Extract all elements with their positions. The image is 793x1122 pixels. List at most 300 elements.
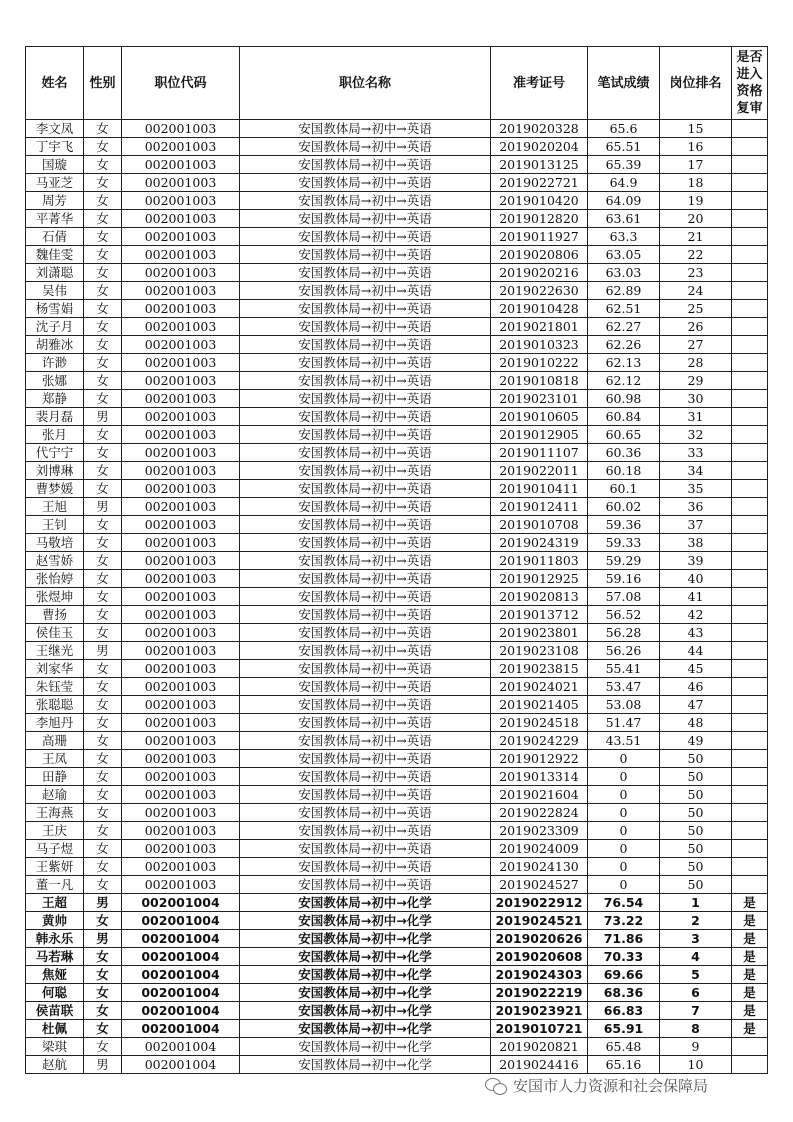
- cell-score: 59.33: [588, 534, 660, 552]
- cell-position-code: 002001003: [122, 480, 240, 498]
- header-name: 姓名: [26, 47, 84, 120]
- cell-position-title: 安国教体局→初中→化学: [240, 966, 491, 984]
- cell-rank: 5: [660, 966, 732, 984]
- cell-score: 65.16: [588, 1056, 660, 1074]
- table-row: [26, 246, 768, 264]
- cell-review: [732, 156, 768, 174]
- cell-score: 65.39: [588, 156, 660, 174]
- cell-review: [732, 318, 768, 336]
- cell-rank: 3: [660, 930, 732, 948]
- table-row: [26, 570, 768, 588]
- cell-score: 53.47: [588, 678, 660, 696]
- cell-position-title: 安国教体局→初中→英语: [240, 678, 491, 696]
- cell-position-title: 安国教体局→初中→化学: [240, 1038, 491, 1056]
- cell-position-code: 002001003: [122, 624, 240, 642]
- cell-exam-id: 2019021801: [491, 318, 588, 336]
- cell-position-title: 安国教体局→初中→英语: [240, 516, 491, 534]
- cell-score: 0: [588, 822, 660, 840]
- table-row: [26, 264, 768, 282]
- cell-review: [732, 750, 768, 768]
- cell-gender: 女: [84, 174, 122, 192]
- cell-exam-id: 2019020806: [491, 246, 588, 264]
- cell-gender: 女: [84, 804, 122, 822]
- cell-exam-id: 2019010818: [491, 372, 588, 390]
- cell-score: 76.54: [588, 894, 660, 912]
- cell-position-code: 002001003: [122, 264, 240, 282]
- cell-score: 62.26: [588, 336, 660, 354]
- cell-name: 黄帅: [26, 912, 84, 930]
- cell-review: [732, 390, 768, 408]
- cell-score: 70.33: [588, 948, 660, 966]
- cell-review: [732, 372, 768, 390]
- cell-position-title: 安国教体局→初中→化学: [240, 948, 491, 966]
- cell-position-code: 002001003: [122, 768, 240, 786]
- cell-exam-id: 2019024416: [491, 1056, 588, 1074]
- cell-position-code: 002001003: [122, 462, 240, 480]
- table-row: [26, 138, 768, 156]
- cell-exam-id: 2019023108: [491, 642, 588, 660]
- cell-score: 71.86: [588, 930, 660, 948]
- cell-position-title: 安国教体局→初中→英语: [240, 174, 491, 192]
- cell-gender: 女: [84, 336, 122, 354]
- cell-review: [732, 624, 768, 642]
- header-score: 笔试成绩: [588, 47, 660, 120]
- cell-rank: 7: [660, 1002, 732, 1020]
- header-position-title: 职位名称: [240, 47, 491, 120]
- cell-review: [732, 606, 768, 624]
- cell-position-title: 安国教体局→初中→英语: [240, 210, 491, 228]
- table-row: [26, 642, 768, 660]
- cell-exam-id: 2019011803: [491, 552, 588, 570]
- table-row: [26, 480, 768, 498]
- cell-gender: 男: [84, 930, 122, 948]
- cell-position-title: 安国教体局→初中→英语: [240, 480, 491, 498]
- cell-rank: 22: [660, 246, 732, 264]
- cell-score: 56.28: [588, 624, 660, 642]
- cell-score: 60.84: [588, 408, 660, 426]
- cell-score: 51.47: [588, 714, 660, 732]
- cell-rank: 34: [660, 462, 732, 480]
- cell-position-code: 002001003: [122, 390, 240, 408]
- cell-position-code: 002001004: [122, 912, 240, 930]
- cell-score: 73.22: [588, 912, 660, 930]
- cell-score: 0: [588, 858, 660, 876]
- table-row: [26, 714, 768, 732]
- cell-rank: 45: [660, 660, 732, 678]
- cell-gender: 女: [84, 246, 122, 264]
- cell-rank: 50: [660, 858, 732, 876]
- cell-review: [732, 246, 768, 264]
- cell-exam-id: 2019022912: [491, 894, 588, 912]
- table-row: [26, 318, 768, 336]
- cell-position-code: 002001003: [122, 552, 240, 570]
- cell-position-title: 安国教体局→初中→化学: [240, 1002, 491, 1020]
- cell-position-code: 002001004: [122, 1056, 240, 1074]
- cell-rank: 17: [660, 156, 732, 174]
- cell-rank: 50: [660, 822, 732, 840]
- wechat-icon: [485, 1078, 507, 1094]
- cell-rank: 48: [660, 714, 732, 732]
- cell-name: 曹梦媛: [26, 480, 84, 498]
- cell-name: 刘博琳: [26, 462, 84, 480]
- cell-rank: 2: [660, 912, 732, 930]
- cell-position-code: 002001003: [122, 210, 240, 228]
- cell-exam-id: 2019020328: [491, 120, 588, 138]
- cell-position-code: 002001003: [122, 750, 240, 768]
- cell-rank: 8: [660, 1020, 732, 1038]
- table-row: [26, 696, 768, 714]
- cell-name: 胡雅冰: [26, 336, 84, 354]
- cell-review: [732, 534, 768, 552]
- table-row: [26, 1020, 768, 1038]
- cell-name: 朱钰莹: [26, 678, 84, 696]
- table-body: [26, 120, 768, 1074]
- cell-name: 马子煜: [26, 840, 84, 858]
- cell-score: 0: [588, 804, 660, 822]
- cell-position-title: 安国教体局→初中→英语: [240, 876, 491, 894]
- cell-review: 是: [732, 912, 768, 930]
- cell-review: [732, 786, 768, 804]
- cell-review: [732, 210, 768, 228]
- cell-gender: 女: [84, 426, 122, 444]
- cell-score: 62.13: [588, 354, 660, 372]
- cell-exam-id: 2019022011: [491, 462, 588, 480]
- table-row: [26, 516, 768, 534]
- cell-gender: 女: [84, 984, 122, 1002]
- cell-exam-id: 2019022721: [491, 174, 588, 192]
- cell-position-title: 安国教体局→初中→英语: [240, 840, 491, 858]
- cell-gender: 女: [84, 120, 122, 138]
- cell-gender: 女: [84, 462, 122, 480]
- cell-name: 平菁华: [26, 210, 84, 228]
- cell-name: 杜佩: [26, 1020, 84, 1038]
- cell-exam-id: 2019024009: [491, 840, 588, 858]
- table-row: [26, 606, 768, 624]
- table-row: [26, 984, 768, 1002]
- cell-gender: 女: [84, 516, 122, 534]
- cell-review: [732, 408, 768, 426]
- cell-name: 焦娅: [26, 966, 84, 984]
- cell-score: 43.51: [588, 732, 660, 750]
- cell-exam-id: 2019013712: [491, 606, 588, 624]
- cell-score: 60.02: [588, 498, 660, 516]
- cell-rank: 33: [660, 444, 732, 462]
- cell-rank: 50: [660, 876, 732, 894]
- cell-name: 丁宇飞: [26, 138, 84, 156]
- cell-position-title: 安国教体局→初中→英语: [240, 408, 491, 426]
- cell-review: [732, 120, 768, 138]
- cell-name: 侯佳玉: [26, 624, 84, 642]
- cell-position-code: 002001004: [122, 966, 240, 984]
- cell-rank: 9: [660, 1038, 732, 1056]
- cell-score: 60.98: [588, 390, 660, 408]
- cell-rank: 42: [660, 606, 732, 624]
- cell-position-code: 002001003: [122, 786, 240, 804]
- table-row: [26, 462, 768, 480]
- cell-exam-id: 2019012820: [491, 210, 588, 228]
- cell-score: 65.48: [588, 1038, 660, 1056]
- cell-review: [732, 462, 768, 480]
- cell-exam-id: 2019020821: [491, 1038, 588, 1056]
- cell-position-title: 安国教体局→初中→英语: [240, 390, 491, 408]
- cell-exam-id: 2019024319: [491, 534, 588, 552]
- cell-name: 张娜: [26, 372, 84, 390]
- cell-gender: 女: [84, 300, 122, 318]
- cell-score: 59.29: [588, 552, 660, 570]
- cell-name: 曹扬: [26, 606, 84, 624]
- cell-name: 王凤: [26, 750, 84, 768]
- cell-position-title: 安国教体局→初中→英语: [240, 498, 491, 516]
- cell-name: 吴伟: [26, 282, 84, 300]
- cell-position-title: 安国教体局→初中→化学: [240, 894, 491, 912]
- table-row: [26, 678, 768, 696]
- cell-gender: 女: [84, 390, 122, 408]
- cell-exam-id: 2019023309: [491, 822, 588, 840]
- cell-position-title: 安国教体局→初中→英语: [240, 786, 491, 804]
- cell-position-code: 002001003: [122, 876, 240, 894]
- cell-rank: 10: [660, 1056, 732, 1074]
- cell-position-title: 安国教体局→初中→英语: [240, 606, 491, 624]
- cell-score: 53.08: [588, 696, 660, 714]
- cell-score: 65.91: [588, 1020, 660, 1038]
- cell-review: [732, 822, 768, 840]
- cell-rank: 50: [660, 804, 732, 822]
- table-row: [26, 300, 768, 318]
- cell-score: 63.3: [588, 228, 660, 246]
- cell-score: 63.05: [588, 246, 660, 264]
- cell-position-code: 002001003: [122, 588, 240, 606]
- cell-gender: 女: [84, 534, 122, 552]
- cell-gender: 女: [84, 480, 122, 498]
- table-row: [26, 948, 768, 966]
- cell-position-code: 002001004: [122, 1002, 240, 1020]
- table-row: [26, 588, 768, 606]
- cell-position-code: 002001003: [122, 138, 240, 156]
- cell-position-code: 002001003: [122, 318, 240, 336]
- table-row: [26, 1038, 768, 1056]
- cell-review: 是: [732, 1002, 768, 1020]
- cell-score: 60.65: [588, 426, 660, 444]
- cell-position-code: 002001003: [122, 372, 240, 390]
- cell-name: 韩永乐: [26, 930, 84, 948]
- header-position-code: 职位代码: [122, 47, 240, 120]
- cell-gender: 女: [84, 678, 122, 696]
- cell-position-title: 安国教体局→初中→英语: [240, 858, 491, 876]
- cell-review: [732, 138, 768, 156]
- cell-review: [732, 804, 768, 822]
- table-row: [26, 498, 768, 516]
- cell-score: 65.6: [588, 120, 660, 138]
- cell-position-title: 安国教体局→初中→化学: [240, 912, 491, 930]
- table-row: [26, 786, 768, 804]
- cell-position-title: 安国教体局→初中→英语: [240, 624, 491, 642]
- cell-position-code: 002001003: [122, 516, 240, 534]
- cell-exam-id: 2019023815: [491, 660, 588, 678]
- cell-position-title: 安国教体局→初中→英语: [240, 318, 491, 336]
- cell-review: [732, 1038, 768, 1056]
- cell-rank: 27: [660, 336, 732, 354]
- cell-exam-id: 2019024303: [491, 966, 588, 984]
- cell-review: 是: [732, 984, 768, 1002]
- cell-position-title: 安国教体局→初中→化学: [240, 984, 491, 1002]
- cell-exam-id: 2019010721: [491, 1020, 588, 1038]
- cell-exam-id: 2019024130: [491, 858, 588, 876]
- cell-exam-id: 2019023801: [491, 624, 588, 642]
- cell-exam-id: 2019022219: [491, 984, 588, 1002]
- cell-position-title: 安国教体局→初中→英语: [240, 156, 491, 174]
- cell-exam-id: 2019020216: [491, 264, 588, 282]
- table-row: [26, 660, 768, 678]
- cell-name: 田静: [26, 768, 84, 786]
- cell-name: 何聪: [26, 984, 84, 1002]
- cell-score: 56.26: [588, 642, 660, 660]
- table-row: [26, 1002, 768, 1020]
- cell-score: 63.61: [588, 210, 660, 228]
- cell-name: 代宁宁: [26, 444, 84, 462]
- cell-exam-id: 2019011927: [491, 228, 588, 246]
- cell-rank: 4: [660, 948, 732, 966]
- cell-gender: 女: [84, 156, 122, 174]
- cell-name: 马敬培: [26, 534, 84, 552]
- table-row: [26, 1056, 768, 1074]
- cell-gender: 女: [84, 228, 122, 246]
- cell-gender: 女: [84, 714, 122, 732]
- cell-gender: 男: [84, 1056, 122, 1074]
- cell-exam-id: 2019023921: [491, 1002, 588, 1020]
- cell-position-code: 002001003: [122, 426, 240, 444]
- cell-review: [732, 588, 768, 606]
- cell-position-code: 002001003: [122, 408, 240, 426]
- results-table: [25, 46, 768, 1074]
- cell-position-code: 002001004: [122, 1038, 240, 1056]
- cell-rank: 44: [660, 642, 732, 660]
- cell-name: 王旭: [26, 498, 84, 516]
- cell-position-code: 002001003: [122, 804, 240, 822]
- cell-position-title: 安国教体局→初中→英语: [240, 732, 491, 750]
- cell-rank: 15: [660, 120, 732, 138]
- table-row: [26, 174, 768, 192]
- cell-position-code: 002001003: [122, 228, 240, 246]
- cell-position-code: 002001003: [122, 444, 240, 462]
- cell-rank: 50: [660, 750, 732, 768]
- table-row: [26, 408, 768, 426]
- table-row: [26, 228, 768, 246]
- cell-position-code: 002001003: [122, 696, 240, 714]
- cell-exam-id: 2019020626: [491, 930, 588, 948]
- cell-rank: 32: [660, 426, 732, 444]
- cell-gender: 男: [84, 894, 122, 912]
- cell-review: [732, 498, 768, 516]
- cell-position-title: 安国教体局→初中→英语: [240, 354, 491, 372]
- table-row: [26, 750, 768, 768]
- cell-rank: 47: [660, 696, 732, 714]
- cell-position-code: 002001003: [122, 498, 240, 516]
- cell-gender: 女: [84, 912, 122, 930]
- cell-exam-id: 2019020813: [491, 588, 588, 606]
- header-rank: 岗位排名: [660, 47, 732, 120]
- cell-gender: 女: [84, 768, 122, 786]
- cell-position-code: 002001003: [122, 858, 240, 876]
- cell-position-code: 002001003: [122, 246, 240, 264]
- cell-name: 杨雪娟: [26, 300, 84, 318]
- cell-rank: 40: [660, 570, 732, 588]
- cell-name: 赵雪娇: [26, 552, 84, 570]
- table-row: [26, 372, 768, 390]
- cell-review: [732, 840, 768, 858]
- cell-name: 石倩: [26, 228, 84, 246]
- header-exam-id: 准考证号: [491, 47, 588, 120]
- cell-position-title: 安国教体局→初中→英语: [240, 246, 491, 264]
- cell-score: 62.51: [588, 300, 660, 318]
- cell-position-code: 002001004: [122, 948, 240, 966]
- cell-position-title: 安国教体局→初中→英语: [240, 534, 491, 552]
- table-row: [26, 444, 768, 462]
- cell-score: 62.89: [588, 282, 660, 300]
- cell-score: 60.36: [588, 444, 660, 462]
- cell-position-title: 安国教体局→初中→英语: [240, 552, 491, 570]
- cell-score: 57.08: [588, 588, 660, 606]
- cell-gender: 男: [84, 498, 122, 516]
- table-row: [26, 426, 768, 444]
- cell-position-title: 安国教体局→初中→英语: [240, 588, 491, 606]
- cell-review: [732, 876, 768, 894]
- cell-gender: 女: [84, 192, 122, 210]
- cell-gender: 女: [84, 318, 122, 336]
- cell-score: 55.41: [588, 660, 660, 678]
- cell-gender: 女: [84, 840, 122, 858]
- footer-source-label: 安国市人力资源和社会保障局: [513, 1077, 709, 1095]
- cell-review: 是: [732, 930, 768, 948]
- cell-review: [732, 192, 768, 210]
- cell-position-title: 安国教体局→初中→英语: [240, 282, 491, 300]
- cell-position-title: 安国教体局→初中→英语: [240, 660, 491, 678]
- cell-review: [732, 426, 768, 444]
- cell-position-code: 002001004: [122, 984, 240, 1002]
- cell-review: [732, 732, 768, 750]
- cell-position-title: 安国教体局→初中→英语: [240, 462, 491, 480]
- cell-rank: 43: [660, 624, 732, 642]
- footer-source: [485, 1075, 708, 1096]
- cell-exam-id: 2019020608: [491, 948, 588, 966]
- cell-gender: 女: [84, 138, 122, 156]
- cell-exam-id: 2019021604: [491, 786, 588, 804]
- cell-name: 王超: [26, 894, 84, 912]
- cell-exam-id: 2019013125: [491, 156, 588, 174]
- cell-position-code: 002001003: [122, 192, 240, 210]
- cell-position-title: 安国教体局→初中→英语: [240, 804, 491, 822]
- cell-rank: 23: [660, 264, 732, 282]
- cell-score: 0: [588, 750, 660, 768]
- cell-review: [732, 264, 768, 282]
- cell-name: 张聪聪: [26, 696, 84, 714]
- cell-score: 64.9: [588, 174, 660, 192]
- cell-name: 周芳: [26, 192, 84, 210]
- cell-position-title: 安国教体局→初中→英语: [240, 336, 491, 354]
- cell-score: 59.36: [588, 516, 660, 534]
- cell-position-title: 安国教体局→初中→英语: [240, 444, 491, 462]
- cell-name: 马若琳: [26, 948, 84, 966]
- cell-exam-id: 2019024521: [491, 912, 588, 930]
- cell-position-code: 002001004: [122, 894, 240, 912]
- cell-score: 60.1: [588, 480, 660, 498]
- cell-rank: 28: [660, 354, 732, 372]
- cell-score: 62.27: [588, 318, 660, 336]
- header-row: [26, 47, 768, 120]
- cell-gender: 女: [84, 750, 122, 768]
- cell-rank: 46: [660, 678, 732, 696]
- cell-review: [732, 1056, 768, 1074]
- cell-review: [732, 516, 768, 534]
